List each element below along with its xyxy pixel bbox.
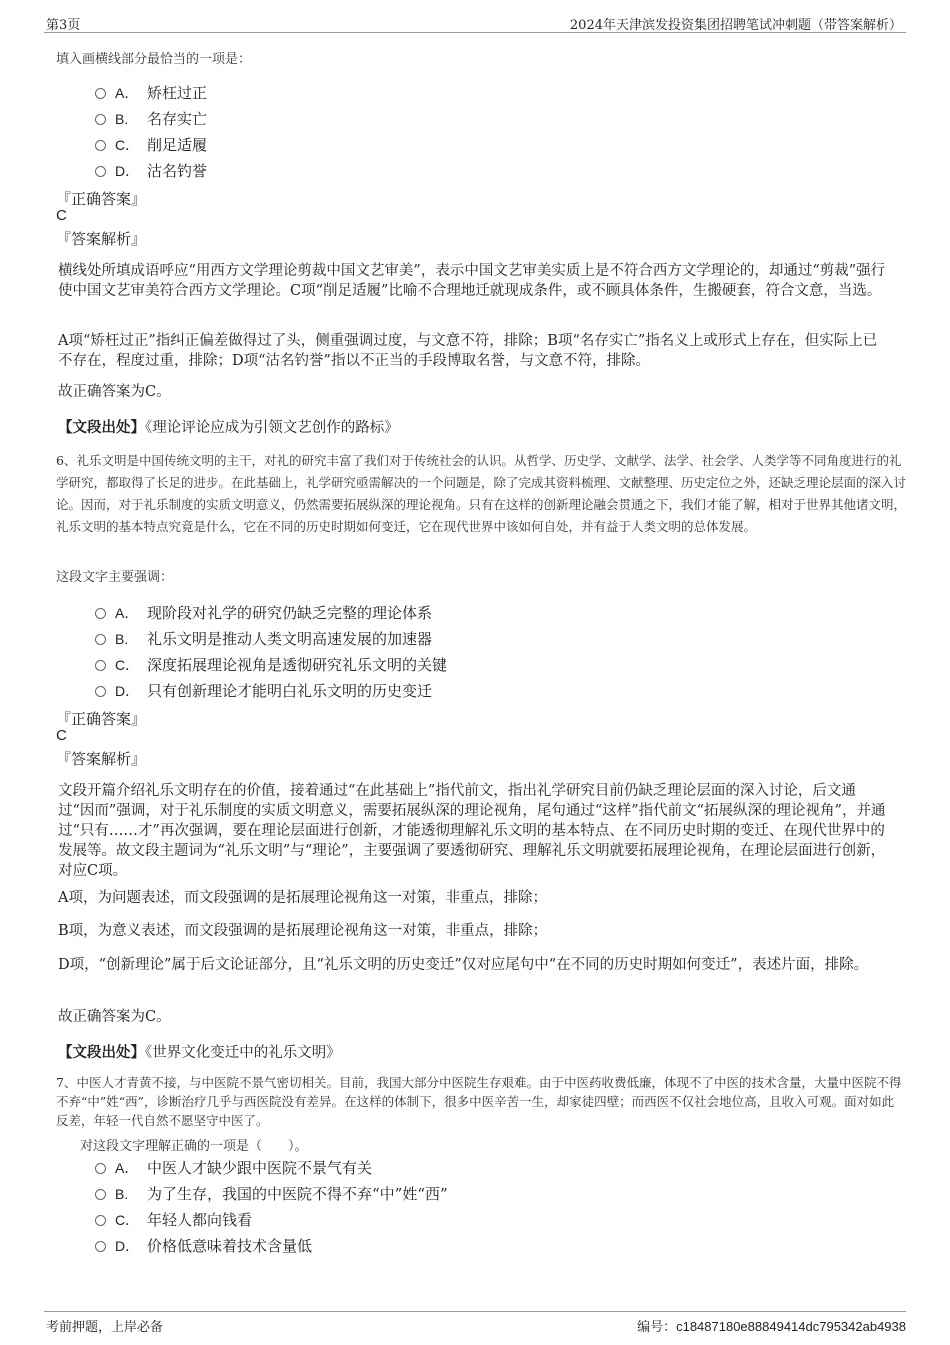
q5-analysis-paragraph: A项“矫枉过正”指纠正偏差做得过了头，侧重强调过度，与文意不符，排除；B项“名存实亡”指名义上或形式上存在，但实际上已不存在，程度过重，排除；D项“沽名钓誉”指以不正当的手段博取名誉，与文意不符，排除。 bbox=[58, 333, 878, 369]
q5-analysis-paragraph: 横线处所填成语呼应“用西方文学理论剪裁中国文艺审美”，表示中国文艺审美实质上是不符合西方文学理论的，却通过“剪裁”强行使中国文艺审美符合西方文学理论。C项“削足适履”比喻不合理地迁就现成条件，或不顾具体条件，生搬硬套，符合文意，当选。 bbox=[58, 263, 886, 299]
radio-icon[interactable] bbox=[95, 1163, 106, 1174]
q6-option-b[interactable]: B. 礼乐文明是推动人类文明高速发展的加速器 bbox=[95, 628, 432, 650]
q6-option-c[interactable]: C． 深度拓展理论视角是透彻研究礼乐文明的关键 bbox=[95, 654, 447, 676]
radio-icon[interactable] bbox=[95, 140, 106, 151]
radio-icon[interactable] bbox=[95, 1215, 106, 1226]
radio-icon[interactable] bbox=[95, 634, 106, 645]
document-code: 编号：c18487180e88849414dc795342ab4938 bbox=[637, 1319, 906, 1335]
q5-source bbox=[58, 416, 399, 437]
document-title: 2024年天津滨发投资集团招聘笔试冲刺题（带答案解析） bbox=[569, 18, 902, 33]
q5-analysis-label: 『答案解析』 bbox=[56, 230, 147, 248]
radio-icon[interactable] bbox=[95, 660, 106, 671]
q6-passage: 6、礼乐文明是中国传统文明的主干，对礼的研究丰富了我们对于传统社会的认识。从哲学、历史学、文献学、法学、社会学、人类学等不同角度进行的礼学研究，都取得了长足的进步。在此基础上，礼学研究亟需解决的一个问题是，除了完成其资料梳理、文献整理、历史定位之外，还缺乏理论层面的深入讨论。因而，对于礼乐制度的实质文明意义，仍然需要拓展纵深的理论视角。只有在这样的创新理论融会贯通之下，我们才能了解，相对于世界其他诸文明，礼乐文明的基本特点究竟是什么，它在不同的历史时期如何变迁，它在现代世界中该如何自处，并有益于人类文明的总体发展。 bbox=[56, 453, 907, 534]
radio-icon[interactable] bbox=[95, 686, 106, 697]
source-label: 【文段出处】 bbox=[58, 1044, 145, 1061]
q6-analysis-paragraph: A项，为问题表述，而文段强调的是拓展理论视角这一对策，非重点，排除； bbox=[58, 890, 547, 906]
q5-answer-label: 『正确答案』 bbox=[56, 190, 147, 208]
q7-option-c[interactable]: C． 年轻人都向钱看 bbox=[95, 1209, 252, 1231]
q5-option-c[interactable]: C． 削足适履 bbox=[95, 134, 207, 156]
q6-analysis-conclusion: 故正确答案为C。 bbox=[58, 1009, 171, 1025]
q6-answer-label: 『正确答案』 bbox=[56, 710, 147, 728]
q6-analysis-paragraph: 文段开篇介绍礼乐文明存在的价值，接着通过“在此基础上”指代前文，指出礼学研究目前仍缺乏理论层面的深入讨论，后文通过“因而”强调，对于礼乐制度的实质文明意义，需要拓展纵深的理论视角，尾句通过“这样”指代前文“拓展纵深的理论视角”，并通过“只有……才”再次强调，要在理论层面进行创新，才能透彻理解礼乐文明的基本特点、在不同历史时期的变迁、在现代世界中的发展等。故文段主题词为“礼乐文明”与“理论”，主要强调了要透彻研究、理解礼乐文明就要拓展理论视角，在理论层面进行创新，对应C项。 bbox=[58, 783, 886, 879]
page-header bbox=[44, 14, 906, 33]
q5-option-b[interactable]: B. 名存实亡 bbox=[95, 108, 207, 130]
radio-icon[interactable] bbox=[95, 114, 106, 125]
q7-option-d[interactable]: D． 价格低意味着技术含量低 bbox=[95, 1235, 312, 1257]
source-title: 《世界文化变迁中的礼乐文明》 bbox=[145, 1045, 341, 1061]
q7-option-b[interactable]: B. 为了生存，我国的中医院不得不弃“中”姓“西” bbox=[95, 1183, 448, 1205]
q5-analysis-conclusion: 故正确答案为C。 bbox=[58, 384, 171, 400]
q7-option-a[interactable]: A． 中医人才缺少跟中医院不景气有关 bbox=[95, 1157, 372, 1179]
q6-analysis-label: 『答案解析』 bbox=[56, 750, 147, 768]
q7-prompt: 对这段文字理解正确的一项是（ ）。 bbox=[80, 1139, 308, 1154]
radio-icon[interactable] bbox=[95, 88, 106, 99]
footer-slogan: 考前押题，上岸必备 bbox=[46, 1320, 164, 1335]
q6-option-d[interactable]: D． 只有创新理论才能明白礼乐文明的历史变迁 bbox=[95, 680, 432, 702]
radio-icon[interactable] bbox=[95, 1241, 106, 1252]
q6-option-a[interactable]: A． 现阶段对礼学的研究仍缺乏完整的理论体系 bbox=[95, 602, 432, 624]
q6-analysis-paragraph: D项，“创新理论”属于后文论证部分，且“礼乐文明的历史变迁”仅对应尾句中“在不同的历史时期如何变迁”，表述片面，排除。 bbox=[58, 957, 869, 973]
q6-source bbox=[58, 1041, 341, 1062]
q6-prompt: 这段文字主要强调： bbox=[56, 570, 174, 585]
q5-prompt: 填入画横线部分最恰当的一项是： bbox=[56, 52, 252, 67]
q6-analysis-paragraph: B项，为意义表述，而文段强调的是拓展理论视角这一对策，非重点，排除； bbox=[58, 923, 548, 939]
source-title: 《理论评论应成为引领文艺创作的路标》 bbox=[145, 420, 399, 436]
q5-option-d[interactable]: D． 沽名钓誉 bbox=[95, 160, 207, 182]
source-label: 【文段出处】 bbox=[58, 419, 145, 436]
radio-icon[interactable] bbox=[95, 608, 106, 619]
radio-icon[interactable] bbox=[95, 166, 106, 177]
q6-answer: C bbox=[56, 727, 67, 744]
q5-answer: C bbox=[56, 207, 67, 224]
radio-icon[interactable] bbox=[95, 1189, 106, 1200]
q5-option-a[interactable]: A． 矫枉过正 bbox=[95, 82, 207, 104]
page-footer bbox=[44, 1311, 906, 1335]
q7-passage: 7、中医人才青黄不接，与中医院不景气密切相关。目前，我国大部分中医院生存艰难。由于中医药收费低廉，体现不了中医的技术含量，大量中医院不得不弃“中”姓“西”，诊断治疗几乎与西医院没有差异。在这样的体制下，很多中医辛苦一生，却家徒四壁；而西医不仅社会地位高，且收入可观。面对如此反差，年轻一代自然不愿坚守中医了。 bbox=[56, 1075, 902, 1128]
page-number: 第3页 bbox=[46, 18, 81, 33]
